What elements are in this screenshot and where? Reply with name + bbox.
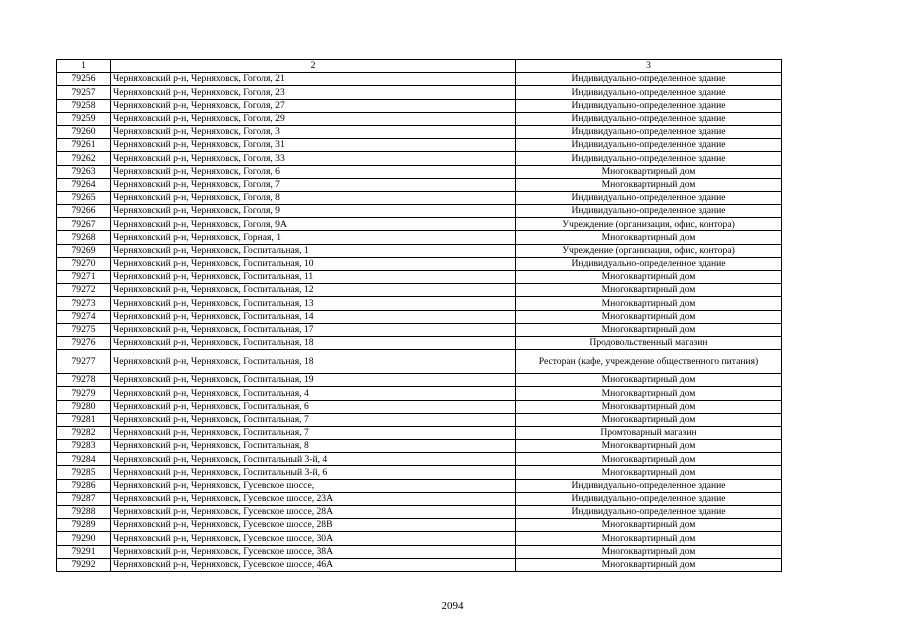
table-row [57, 244, 782, 257]
cell-address: Черняховский р-н, Черняховск, Госпитальная, 7 [111, 426, 516, 439]
cell-object-type: Многоквартирный дом [516, 284, 782, 297]
cell-address: Черняховский р-н, Черняховск, Госпитальная, 1 [111, 244, 516, 257]
cell-object-type: Многоквартирный дом [516, 178, 782, 191]
cell-object-type: Индивидуально-определенное здание [516, 191, 782, 204]
cell-id: 79257 [57, 86, 111, 99]
table-row [57, 323, 782, 336]
cell-id: 79271 [57, 271, 111, 284]
cell-id: 79263 [57, 165, 111, 178]
cell-address: Черняховский р-н, Черняховск, Гоголя, 33 [111, 152, 516, 165]
table-row [57, 466, 782, 479]
table-row [57, 413, 782, 426]
cell-object-type: Многоквартирный дом [516, 453, 782, 466]
cell-address: Черняховский р-н, Черняховск, Госпитальная, 17 [111, 323, 516, 336]
cell-address: Черняховский р-н, Черняховск, Гоголя, 23 [111, 86, 516, 99]
cell-object-type: Многоквартирный дом [516, 297, 782, 310]
cell-id: 79285 [57, 466, 111, 479]
cell-address: Черняховский р-н, Черняховск, Горная, 1 [111, 231, 516, 244]
cell-object-type: Индивидуально-определенное здание [516, 139, 782, 152]
cell-object-type: Многоквартирный дом [516, 310, 782, 323]
table-row [57, 336, 782, 349]
cell-id: 79274 [57, 310, 111, 323]
table-row [57, 231, 782, 244]
cell-id: 79287 [57, 492, 111, 505]
cell-object-type: Индивидуально-определенное здание [516, 73, 782, 86]
table-row [57, 218, 782, 231]
column-header-3: 3 [516, 60, 782, 73]
cell-id: 79267 [57, 218, 111, 231]
cell-id: 79292 [57, 558, 111, 571]
cell-object-type: Индивидуально-определенное здание [516, 257, 782, 270]
cell-id: 79264 [57, 178, 111, 191]
cell-address: Черняховский р-н, Черняховск, Госпитальная, 18 [111, 350, 516, 374]
cell-id: 79261 [57, 139, 111, 152]
cell-id: 79276 [57, 336, 111, 349]
cell-address: Черняховский р-н, Черняховск, Гусевское шоссе, 38А [111, 545, 516, 558]
cell-id: 79275 [57, 323, 111, 336]
cell-object-type: Многоквартирный дом [516, 413, 782, 426]
cell-object-type: Многоквартирный дом [516, 532, 782, 545]
table-row [57, 519, 782, 532]
cell-object-type: Индивидуально-определенное здание [516, 125, 782, 138]
cell-address: Черняховский р-н, Черняховск, Госпитальная, 7 [111, 413, 516, 426]
cell-address: Черняховский р-н, Черняховск, Госпитальная, 8 [111, 440, 516, 453]
cell-address: Черняховский р-н, Черняховск, Гусевское шоссе, 23А [111, 492, 516, 505]
cell-object-type: Многоквартирный дом [516, 440, 782, 453]
cell-address: Черняховский р-н, Черняховск, Госпитальный 3-й, 4 [111, 453, 516, 466]
table-row [57, 400, 782, 413]
table-header-row [57, 60, 782, 73]
table-row [57, 257, 782, 270]
cell-object-type: Многоквартирный дом [516, 545, 782, 558]
cell-address: Черняховский р-н, Черняховск, Гоголя, 9А [111, 218, 516, 231]
registry-table [56, 59, 782, 572]
cell-address: Черняховский р-н, Черняховск, Госпитальная, 4 [111, 387, 516, 400]
cell-id: 79281 [57, 413, 111, 426]
cell-id: 79288 [57, 506, 111, 519]
cell-id: 79272 [57, 284, 111, 297]
table-row [57, 271, 782, 284]
table-row [57, 387, 782, 400]
table-row [57, 479, 782, 492]
cell-object-type: Многоквартирный дом [516, 519, 782, 532]
cell-id: 79273 [57, 297, 111, 310]
cell-address: Черняховский р-н, Черняховск, Госпитальная, 19 [111, 374, 516, 387]
cell-address: Черняховский р-н, Черняховск, Гусевское шоссе, [111, 479, 516, 492]
cell-object-type: Многоквартирный дом [516, 558, 782, 571]
cell-id: 79258 [57, 99, 111, 112]
cell-object-type: Продовольственный магазин [516, 336, 782, 349]
cell-id: 79280 [57, 400, 111, 413]
cell-object-type: Индивидуально-определенное здание [516, 99, 782, 112]
table-row [57, 492, 782, 505]
cell-object-type: Многоквартирный дом [516, 374, 782, 387]
cell-address: Черняховский р-н, Черняховск, Госпитальная, 18 [111, 336, 516, 349]
cell-object-type: Индивидуально-определенное здание [516, 479, 782, 492]
table-row [57, 165, 782, 178]
cell-id: 79270 [57, 257, 111, 270]
cell-id: 79289 [57, 519, 111, 532]
cell-address: Черняховский р-н, Черняховск, Гоголя, 3 [111, 125, 516, 138]
table-row [57, 506, 782, 519]
cell-address: Черняховский р-н, Черняховск, Гусевское шоссе, 46А [111, 558, 516, 571]
cell-address: Черняховский р-н, Черняховск, Гоголя, 6 [111, 165, 516, 178]
table-row [57, 440, 782, 453]
cell-address: Черняховский р-н, Черняховск, Гоголя, 31 [111, 139, 516, 152]
cell-address: Черняховский р-н, Черняховск, Гусевское шоссе, 28А [111, 506, 516, 519]
cell-object-type: Учреждение (организация, офис, контора) [516, 244, 782, 257]
cell-object-type: Многоквартирный дом [516, 466, 782, 479]
cell-id: 79284 [57, 453, 111, 466]
cell-address: Черняховский р-н, Черняховск, Гоголя, 21 [111, 73, 516, 86]
cell-object-type: Индивидуально-определенное здание [516, 506, 782, 519]
cell-id: 79291 [57, 545, 111, 558]
column-header-1: 1 [57, 60, 111, 73]
cell-address: Черняховский р-н, Черняховск, Гоголя, 29 [111, 112, 516, 125]
cell-address: Черняховский р-н, Черняховск, Госпитальная, 13 [111, 297, 516, 310]
cell-object-type: Многоквартирный дом [516, 231, 782, 244]
table-body [57, 60, 782, 572]
cell-id: 79290 [57, 532, 111, 545]
cell-object-type: Учреждение (организация, офис, контора) [516, 218, 782, 231]
cell-id: 79277 [57, 350, 111, 374]
table-row [57, 139, 782, 152]
cell-id: 79278 [57, 374, 111, 387]
cell-object-type: Индивидуально-определенное здание [516, 86, 782, 99]
cell-id: 79279 [57, 387, 111, 400]
cell-id: 79286 [57, 479, 111, 492]
cell-address: Черняховский р-н, Черняховск, Госпитальный 3-й, 6 [111, 466, 516, 479]
table-row [57, 532, 782, 545]
cell-object-type: Индивидуально-определенное здание [516, 152, 782, 165]
page-number: 2094 [441, 600, 464, 612]
cell-id: 79262 [57, 152, 111, 165]
table-row [57, 558, 782, 571]
cell-id: 79259 [57, 112, 111, 125]
table-row [57, 178, 782, 191]
cell-address: Черняховский р-н, Черняховск, Госпитальная, 12 [111, 284, 516, 297]
cell-object-type: Индивидуально-определенное здание [516, 492, 782, 505]
table-row [57, 191, 782, 204]
column-header-2: 2 [111, 60, 516, 73]
cell-address: Черняховский р-н, Черняховск, Гоголя, 27 [111, 99, 516, 112]
cell-address: Черняховский р-н, Черняховск, Гоголя, 9 [111, 205, 516, 218]
cell-object-type: Индивидуально-определенное здание [516, 112, 782, 125]
cell-object-type: Многоквартирный дом [516, 271, 782, 284]
table-row [57, 86, 782, 99]
cell-object-type: Индивидуально-определенное здание [516, 205, 782, 218]
table-row [57, 310, 782, 323]
table-row [57, 112, 782, 125]
cell-id: 79260 [57, 125, 111, 138]
table-row [57, 374, 782, 387]
table-row [57, 152, 782, 165]
table-row [57, 453, 782, 466]
table-row [57, 125, 782, 138]
cell-id: 79268 [57, 231, 111, 244]
cell-address: Черняховский р-н, Черняховск, Гусевское шоссе, 30А [111, 532, 516, 545]
cell-id: 79266 [57, 205, 111, 218]
cell-object-type: Промтоварный магазин [516, 426, 782, 439]
cell-id: 79265 [57, 191, 111, 204]
cell-object-type: Ресторан (кафе, учреждение общественного питания) [516, 350, 782, 374]
cell-object-type: Многоквартирный дом [516, 165, 782, 178]
cell-address: Черняховский р-н, Черняховск, Гоголя, 7 [111, 178, 516, 191]
cell-id: 79269 [57, 244, 111, 257]
table-row [57, 297, 782, 310]
table-row [57, 545, 782, 558]
cell-id: 79283 [57, 440, 111, 453]
cell-address: Черняховский р-н, Черняховск, Госпитальная, 14 [111, 310, 516, 323]
cell-object-type: Многоквартирный дом [516, 323, 782, 336]
cell-address: Черняховский р-н, Черняховск, Госпитальная, 11 [111, 271, 516, 284]
table-row [57, 426, 782, 439]
cell-address: Черняховский р-н, Черняховск, Гусевское шоссе, 28В [111, 519, 516, 532]
cell-object-type: Многоквартирный дом [516, 400, 782, 413]
cell-object-type: Многоквартирный дом [516, 387, 782, 400]
cell-address: Черняховский р-н, Черняховск, Гоголя, 8 [111, 191, 516, 204]
table-row [57, 99, 782, 112]
table-row [57, 73, 782, 86]
table-row [57, 284, 782, 297]
cell-id: 79256 [57, 73, 111, 86]
cell-id: 79282 [57, 426, 111, 439]
table-row [57, 205, 782, 218]
cell-address: Черняховский р-н, Черняховск, Госпитальная, 10 [111, 257, 516, 270]
cell-address: Черняховский р-н, Черняховск, Госпитальная, 6 [111, 400, 516, 413]
table-row [57, 350, 782, 374]
